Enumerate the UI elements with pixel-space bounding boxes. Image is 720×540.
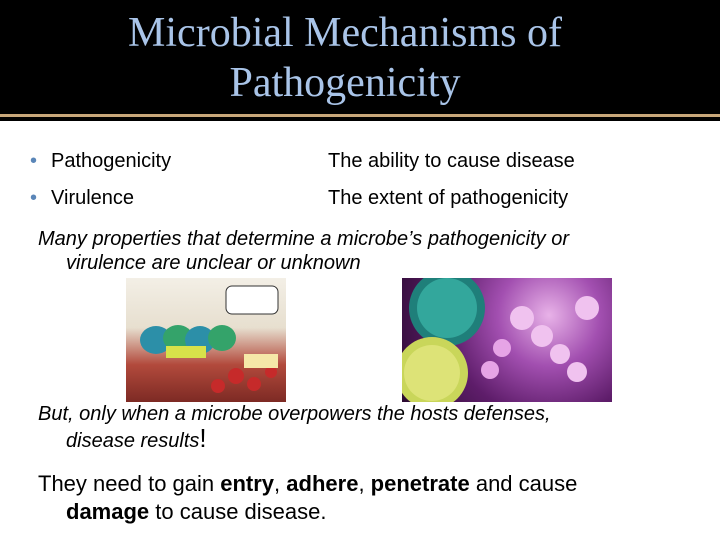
title-divider-bottom: [0, 117, 720, 121]
paragraph-text: and cause: [469, 471, 578, 496]
paragraph-text: ,: [358, 471, 371, 496]
paragraph-defenses: [38, 402, 698, 453]
paragraph-requirements: [38, 470, 708, 526]
bullet-definition: The ability to cause disease: [328, 150, 575, 172]
bullet-dot-icon: •: [30, 150, 38, 172]
title-line-2: Pathogenicity: [229, 60, 461, 106]
paragraph-text: They need to gain: [38, 471, 221, 496]
paragraph-text: to cause disease.: [149, 499, 327, 524]
paragraph-properties: [38, 227, 698, 275]
paragraph-line: But, only when a microbe overpowers the hosts defenses,: [38, 403, 551, 425]
title-line-1: Microbial Mechanisms of: [128, 10, 562, 56]
bullet-virulence: [30, 187, 134, 210]
exclamation-mark: !: [199, 423, 207, 453]
bullet-pathogenicity: [30, 150, 171, 173]
bullet-dot-icon: •: [30, 187, 38, 209]
bullet-term: Pathogenicity: [51, 150, 172, 172]
paragraph-line: [38, 423, 698, 453]
keyword-penetrate: penetrate: [370, 471, 470, 496]
keyword-adhere: adhere: [286, 471, 359, 496]
microbe-micrograph-image: [402, 278, 612, 402]
paragraph-line: virulence are unclear or unknown: [66, 252, 361, 274]
keyword-damage: damage: [66, 499, 150, 524]
paragraph-line: Many properties that determine a microbe’s pathogenicity or: [38, 228, 570, 250]
bullet-term: Virulence: [51, 187, 135, 209]
slide-title: [0, 8, 690, 108]
keyword-entry: entry: [220, 471, 275, 496]
paragraph-text: ,: [274, 471, 287, 496]
paragraph-line: [38, 498, 708, 526]
bullet-definition: The extent of pathogenicity: [328, 187, 569, 209]
phagocyte-cartoon-image: [126, 278, 286, 402]
paragraph-text: disease results: [66, 430, 200, 452]
